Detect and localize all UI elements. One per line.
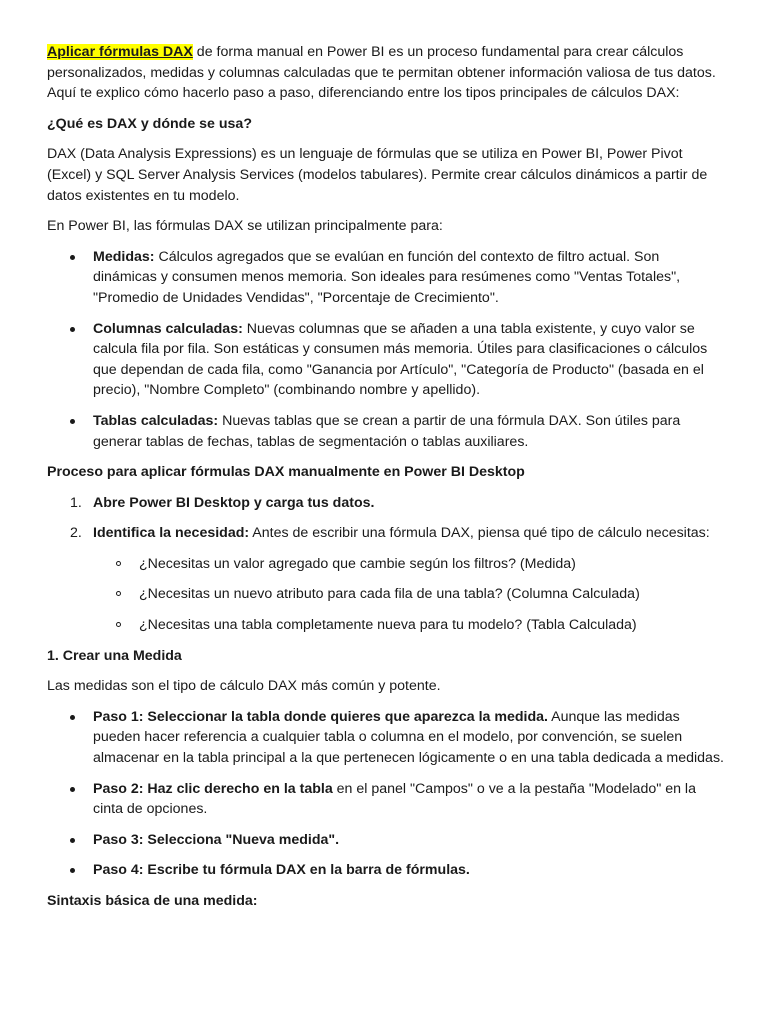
- process-steps-list: [47, 493, 724, 636]
- measure-steps-list: [47, 707, 724, 881]
- questions-list: [93, 554, 724, 636]
- list-item: Medidas: Cálculos agregados que se evalúan en función del contexto de filtro actual. Son dinámicas y consumen menos memoria. Son ideales para resúmenes como "Ventas Totales", "Promedio de Unidades Vendidas", "Porcentaje de Crecimiento".: [93, 247, 724, 309]
- dax-uses-intro: En Power BI, las fórmulas DAX se utilizan principalmente para:: [47, 218, 443, 235]
- list-item: ¿Necesitas una tabla completamente nueva para tu modelo? (Tabla Calculada): [139, 615, 724, 636]
- list-item: ¿Necesitas un valor agregado que cambie según los filtros? (Medida): [139, 554, 724, 575]
- section-heading-process: Proceso para aplicar fórmulas DAX manualmente en Power BI Desktop: [47, 464, 525, 481]
- list-item: Paso 3: Selecciona "Nueva medida".: [93, 830, 724, 851]
- intro-text: de forma manual en Power BI es un proceso fundamental para crear cálculos personalizados, medidas y columnas calculadas que te permitan obtener información valiosa de tus datos. Aquí te explico cómo hacerlo paso a paso, diferenciando entre los tipos principales de cálculos DAX:: [47, 44, 716, 102]
- dax-definition: DAX (Data Analysis Expressions) es un lenguaje de fórmulas que se utiliza en Power BI, Power Pivot (Excel) y SQL Server Analysis Services (modelos tabulares). Permite crear cálculos dinámicos a partir de datos existentes en tu modelo.: [47, 146, 708, 204]
- list-item: 2. Identifica la necesidad: Antes de escribir una fórmula DAX, piensa qué tipo de cálculo necesitas: ¿Necesitas un valor agregado que cambie según los filtros? (Medida) ¿Necesitas un nuevo atributo para cada fila de una tabla? (Columna Calculada) ¿Necesitas una tabla completamente nueva para tu modelo? (Tabla Calculada): [93, 523, 724, 635]
- list-item: Columnas calculadas: Nuevas columnas que se añaden a una tabla existente, y cuyo valor se calcula fila por fila. Son estáticas y consumen más memoria. Útiles para clasificaciones o cálculos que dependan de cada fila, como "Ganancia por Artículo", "Categoría de Producto" (basada en el precio), "Nombre Completo" (combinando nombre y apellido).: [93, 319, 724, 401]
- list-item: ¿Necesitas un nuevo atributo para cada fila de una tabla? (Columna Calculada): [139, 584, 724, 605]
- list-item: Tablas calculadas: Nuevas tablas que se crean a partir de una fórmula DAX. Son útiles para generar tablas de fechas, tablas de segmentación o tablas auxiliares.: [93, 411, 724, 452]
- list-item: 1. Abre Power BI Desktop y carga tus datos.: [70, 494, 375, 511]
- highlighted-link[interactable]: Aplicar fórmulas DAX: [47, 44, 193, 60]
- measure-intro: Las medidas son el tipo de cálculo DAX más común y potente.: [47, 678, 441, 695]
- syntax-heading: Sintaxis básica de una medida:: [47, 893, 258, 909]
- section-heading-what: ¿Qué es DAX y dónde se usa?: [47, 115, 252, 132]
- list-item: Paso 4: Escribe tu fórmula DAX en la barra de fórmulas.: [93, 860, 724, 881]
- section-heading-measure: 1. Crear una Medida: [47, 647, 182, 664]
- list-item: Paso 1: Seleccionar la tabla donde quieres que aparezca la medida. Aunque las medidas pueden hacer referencia a cualquier tabla o columna en el modelo, por convención, se suelen almacenar en la tabla principal a la que pertenecen lógicamente o en una tabla dedicada a medidas.: [93, 707, 724, 769]
- intro-paragraph: [47, 42, 724, 104]
- list-item: Paso 2: Haz clic derecho en la tabla en el panel "Campos" o ve a la pestaña "Modelado" en la cinta de opciones.: [93, 779, 724, 820]
- dax-uses-list: [47, 247, 724, 452]
